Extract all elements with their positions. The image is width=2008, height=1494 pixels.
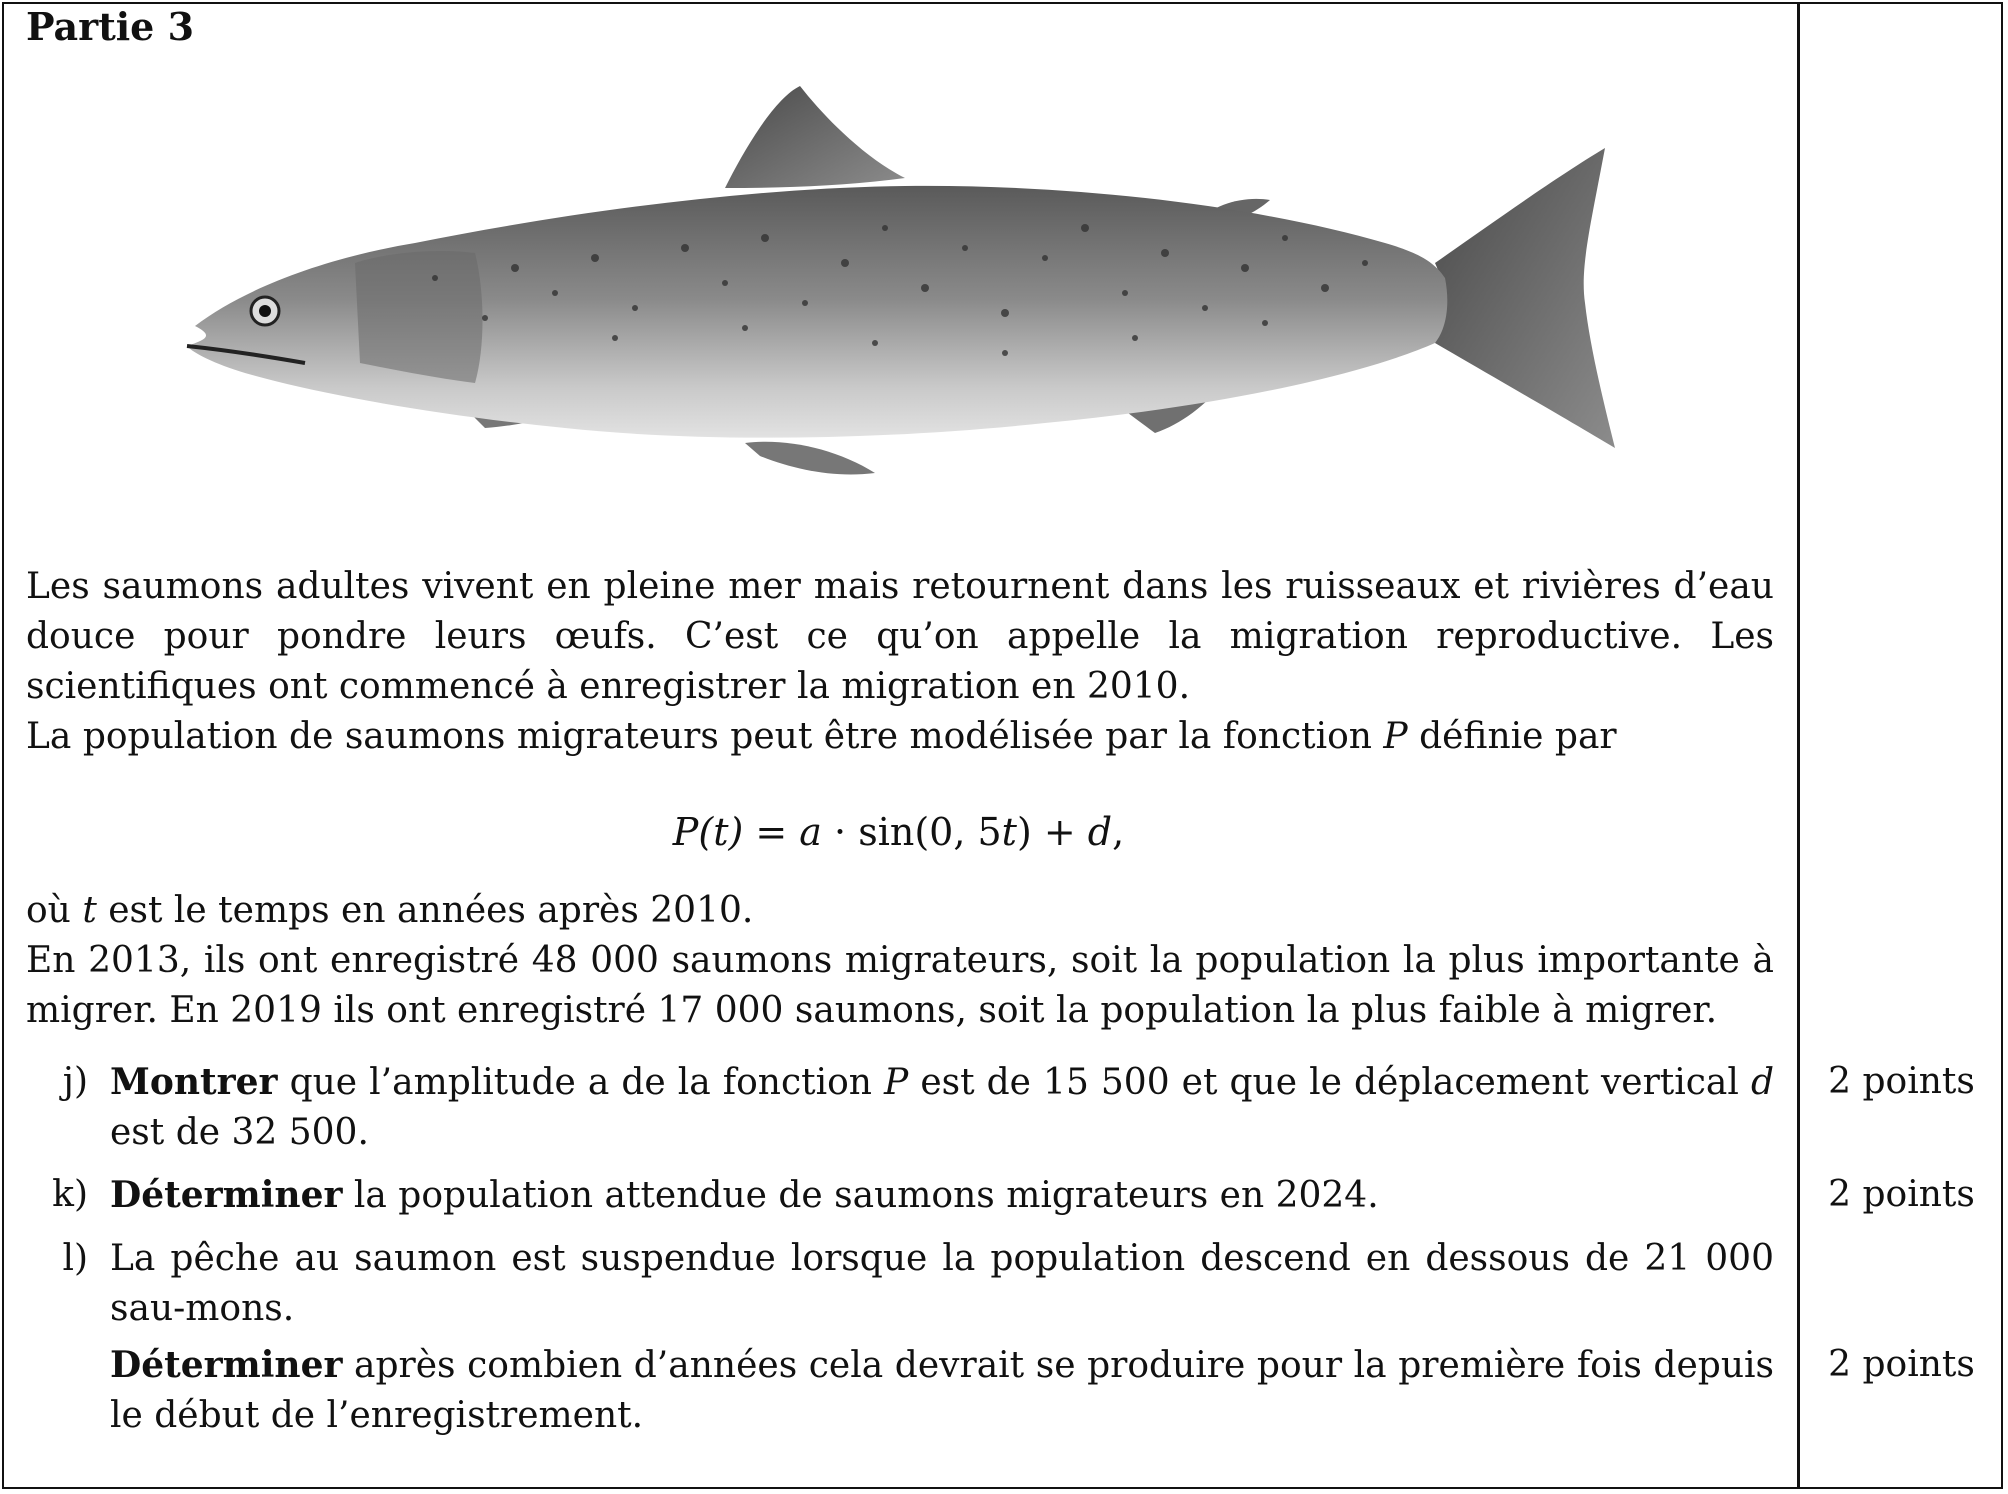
question-j: Montrer que l’amplitude a de la fonction P est de 15 500 et que le déplacement vertical d est de 32 500. — [110, 1061, 1775, 1153]
variable-P: P — [1383, 716, 1408, 757]
points-column-divider — [1797, 2, 1800, 1489]
question-label-j: j) — [62, 1061, 88, 1102]
gill-cover — [355, 251, 483, 383]
section-title: Partie 3 — [26, 4, 195, 49]
intro-paragraph-1: Les saumons adultes vivent en pleine mer mais retournent dans les ruisseaux et rivières d’eau douce pour pondre leurs œufs. C’est ce qu’on appelle la migration reproductive. Les scientifiques ont commencé à enregistrer la migration en 2010. — [26, 566, 1774, 707]
formula: P(t) = a · sin(0, 5t) + d, — [672, 810, 1125, 854]
salmon-illustration — [185, 78, 1625, 518]
question-l-intro: La pêche au saumon est suspendue lorsque la population descend en dessous de 21 000 sau-mons. — [110, 1238, 1774, 1329]
question-l-task: Déterminer après combien d’années cela devrait se produire pour la première fois depuis le début de l’enregistrement. — [110, 1344, 1774, 1436]
pelvic-fin — [745, 442, 875, 475]
question-label-k: k) — [52, 1174, 88, 1215]
tail-fin — [1435, 148, 1615, 448]
points-j: 2 points — [1828, 1061, 1975, 1102]
question-k: Déterminer la population attendue de saumons migrateurs en 2024. — [110, 1174, 1379, 1216]
intro-paragraph-4: En 2013, ils ont enregistré 48 000 saumons migrateurs, soit la population la plus importante à migrer. En 2019 ils ont enregistré 17 000 saumons, soit la population la plus faible à migrer. — [26, 940, 1774, 1031]
points-k: 2 points — [1828, 1174, 1975, 1215]
intro-paragraph-2: La population de saumons migrateurs peut être modélisée par la fonction P définie par — [26, 716, 1617, 757]
dorsal-fin — [725, 86, 905, 188]
intro-paragraph-3: où t est le temps en années après 2010. — [26, 890, 754, 931]
question-label-l: l) — [62, 1238, 88, 1279]
points-l: 2 points — [1828, 1344, 1975, 1385]
